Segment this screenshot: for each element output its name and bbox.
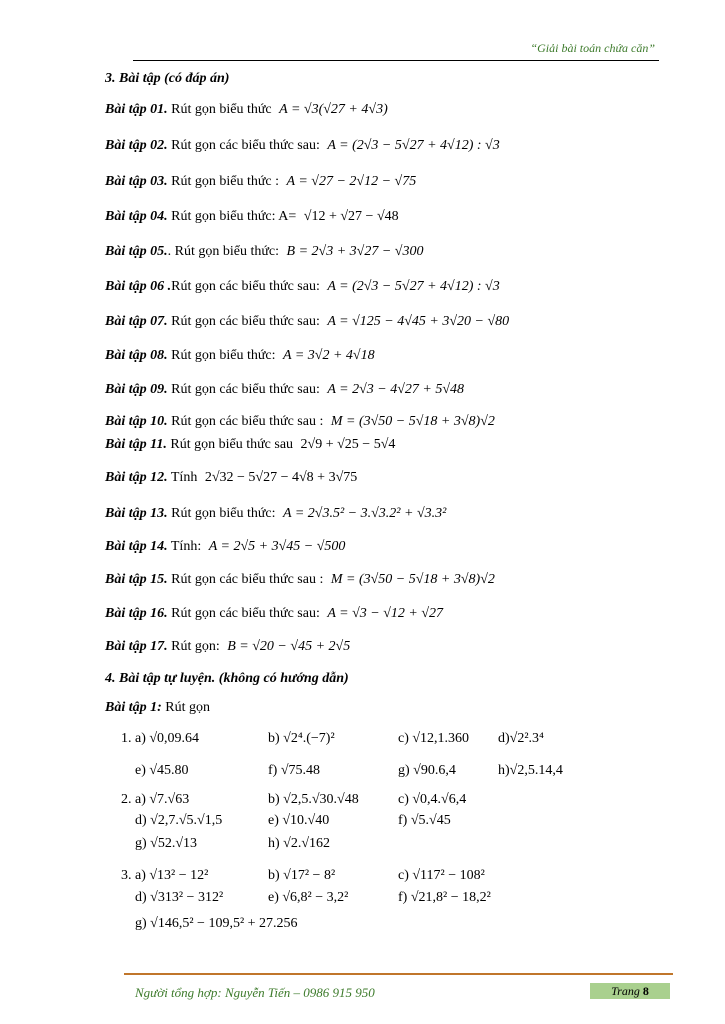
exercise-text: . Rút gọn biểu thức: [167, 244, 280, 259]
exercise-expr: A = (2√3 − 5√27 + 4√12) : √3 [327, 138, 500, 153]
exercise-text: Rút gọn các biểu thức sau: [171, 606, 320, 621]
practice-row [135, 763, 563, 779]
practice-row [135, 916, 298, 932]
exercise-text: Rút gọn biểu thức: [171, 348, 276, 363]
exercise-label: Bài tập 15. [105, 572, 168, 587]
exercise-expr: A = 2√3.5² − 3.√3.2² + √3.3² [283, 506, 447, 521]
practice-text: Rút gọn [165, 700, 211, 715]
exercise-expr: A = 2√5 + 3√45 − √500 [208, 539, 346, 554]
exercise-13 [105, 506, 446, 522]
exercise-12 [105, 470, 357, 486]
practice-row [121, 792, 466, 808]
exercise-text: Rút gọn biểu thức [171, 102, 272, 117]
exercise-text: Rút gọn các biểu thức sau : [171, 414, 324, 429]
practice-item: e) √6,8² − 3,2² [268, 890, 349, 905]
exercise-07 [105, 314, 509, 330]
exercise-text: Tính [170, 470, 198, 485]
exercise-10 [105, 414, 495, 430]
practice-item: g) √52.√13 [135, 836, 198, 851]
header-title: “Giải bài toán chứa căn” [530, 41, 655, 55]
exercise-expr: A = √27 − 2√12 − √75 [286, 174, 417, 189]
exercise-text: Rút gọn các biểu thức sau: [171, 138, 320, 153]
exercise-label: Bài tập 14. [105, 539, 168, 554]
footer-divider [124, 973, 673, 975]
section3-title: 3. Bài tập (có đáp án) [105, 71, 230, 86]
exercise-label: Bài tập 03. [105, 174, 168, 189]
exercise-label: Bài tập 05. [105, 244, 168, 259]
exercise-01 [105, 102, 388, 118]
exercise-expr: A = 2√3 − 4√27 + 5√48 [327, 382, 465, 397]
exercise-label: Bài tập 11. [105, 437, 167, 452]
exercise-09 [105, 382, 464, 398]
exercise-label: Bài tập 09. [105, 382, 168, 397]
practice-label: Bài tập 1: [105, 700, 162, 715]
exercise-expr: A = √125 − 4√45 + 3√20 − √80 [327, 314, 510, 329]
exercise-17 [105, 639, 350, 655]
exercise-text: Rút gọn các biểu thức sau: [171, 279, 320, 294]
exercise-08 [105, 348, 375, 364]
practice-row [121, 731, 544, 747]
practice-item: h) √2.√162 [268, 836, 331, 851]
exercise-expr: A = (2√3 − 5√27 + 4√12) : √3 [327, 279, 500, 294]
section4-title: 4. Bài tập tự luyện. (không có hướng dẫn) [105, 671, 349, 686]
exercise-expr: √12 + √27 − √48 [303, 209, 399, 224]
header-divider [133, 60, 659, 61]
exercise-text: Rút gọn các biểu thức sau: [171, 382, 320, 397]
practice-row [135, 813, 451, 829]
exercise-label: Bài tập 02. [105, 138, 168, 153]
practice-item: f) √75.48 [268, 763, 321, 778]
exercise-label: Bài tập 13. [105, 506, 168, 521]
practice-item: 3. a) √13² − 12² [121, 868, 209, 883]
exercise-text: Rút gọn biểu thức: [171, 506, 276, 521]
practice-item: g) √146,5² − 109,5² + 27.256 [135, 916, 298, 931]
footer-author: Người tổng hợp: Nguyễn Tiến – 0986 915 950 [135, 985, 375, 1000]
exercise-text: Tính: [170, 539, 202, 554]
practice-item: d)√2².3⁴ [498, 731, 544, 746]
exercise-text: Rút gọn biểu thức : [171, 174, 280, 189]
exercise-label: Bài tập 17. [105, 639, 168, 654]
practice-item: d) √313² − 312² [135, 890, 224, 905]
exercise-expr: A = √3 − √12 + √27 [327, 606, 444, 621]
practice-row [135, 890, 491, 906]
practice-item: g) √90.6,4 [398, 763, 456, 778]
exercise-expr: M = (3√50 − 5√18 + 3√8)√2 [330, 572, 495, 587]
exercise-14 [105, 539, 345, 555]
practice-item: d) √2,7.√5.√1,5 [135, 813, 223, 828]
exercise-label: Bài tập 07. [105, 314, 168, 329]
exercise-expr: M = (3√50 − 5√18 + 3√8)√2 [330, 414, 495, 429]
practice-item: 1. a) √0,09.64 [121, 731, 200, 746]
exercise-label: Bài tập 12. [105, 470, 168, 485]
practice-row [135, 836, 330, 852]
practice-item: 2. a) √7.√63 [121, 792, 190, 807]
practice-item: h)√2,5.14,4 [498, 763, 563, 778]
exercise-02 [105, 138, 500, 154]
practice-item: e) √10.√40 [268, 813, 330, 828]
exercise-06 [105, 279, 500, 295]
practice-item: c) √117² − 108² [398, 868, 485, 883]
page-label: Trang [611, 984, 640, 998]
exercise-text: Rút gọn các biểu thức sau : [171, 572, 324, 587]
practice-item: f) √21,8² − 18,2² [398, 890, 491, 905]
practice-item: b) √17² − 8² [268, 868, 336, 883]
practice-item: f) √5.√45 [398, 813, 451, 828]
practice-item: b) √2⁴.(−7)² [268, 731, 335, 746]
exercise-03 [105, 174, 416, 190]
exercise-expr: 2√32 − 5√27 − 4√8 + 3√75 [204, 470, 358, 485]
exercise-expr: 2√9 + √25 − 5√4 [300, 437, 396, 452]
exercise-04 [105, 209, 399, 225]
exercise-expr: B = √20 − √45 + 2√5 [227, 639, 351, 654]
exercise-expr: A = √3(√27 + 4√3) [279, 102, 388, 117]
exercise-label: Bài tập 08. [105, 348, 168, 363]
page-number: 8 [642, 984, 649, 998]
exercise-expr: B = 2√3 + 3√27 − √300 [286, 244, 424, 259]
exercise-text: Rút gọn biểu thức: A= [171, 209, 297, 224]
exercise-label: Bài tập 01. [105, 102, 168, 117]
practice-item: c) √0,4.√6,4 [398, 792, 467, 807]
practice-item: c) √12,1.360 [398, 731, 470, 746]
exercise-label: Bài tập 06 . [105, 279, 172, 294]
exercise-text: Rút gọn: [171, 639, 220, 654]
practice-item: e) √45.80 [135, 763, 189, 778]
exercise-expr: A = 3√2 + 4√18 [283, 348, 375, 363]
exercise-05 [105, 244, 424, 260]
page-number-box [590, 983, 670, 999]
exercise-text: Rút gọn các biểu thức sau: [171, 314, 320, 329]
exercise-text: Rút gọn biểu thức sau [170, 437, 294, 452]
exercise-16 [105, 606, 443, 622]
exercise-11 [105, 437, 395, 453]
practice-header [105, 700, 210, 716]
exercise-15 [105, 572, 495, 588]
exercise-label: Bài tập 04. [105, 209, 168, 224]
exercise-label: Bài tập 10. [105, 414, 168, 429]
exercise-label: Bài tập 16. [105, 606, 168, 621]
practice-row [121, 868, 485, 884]
practice-item: b) √2,5.√30.√48 [268, 792, 359, 807]
